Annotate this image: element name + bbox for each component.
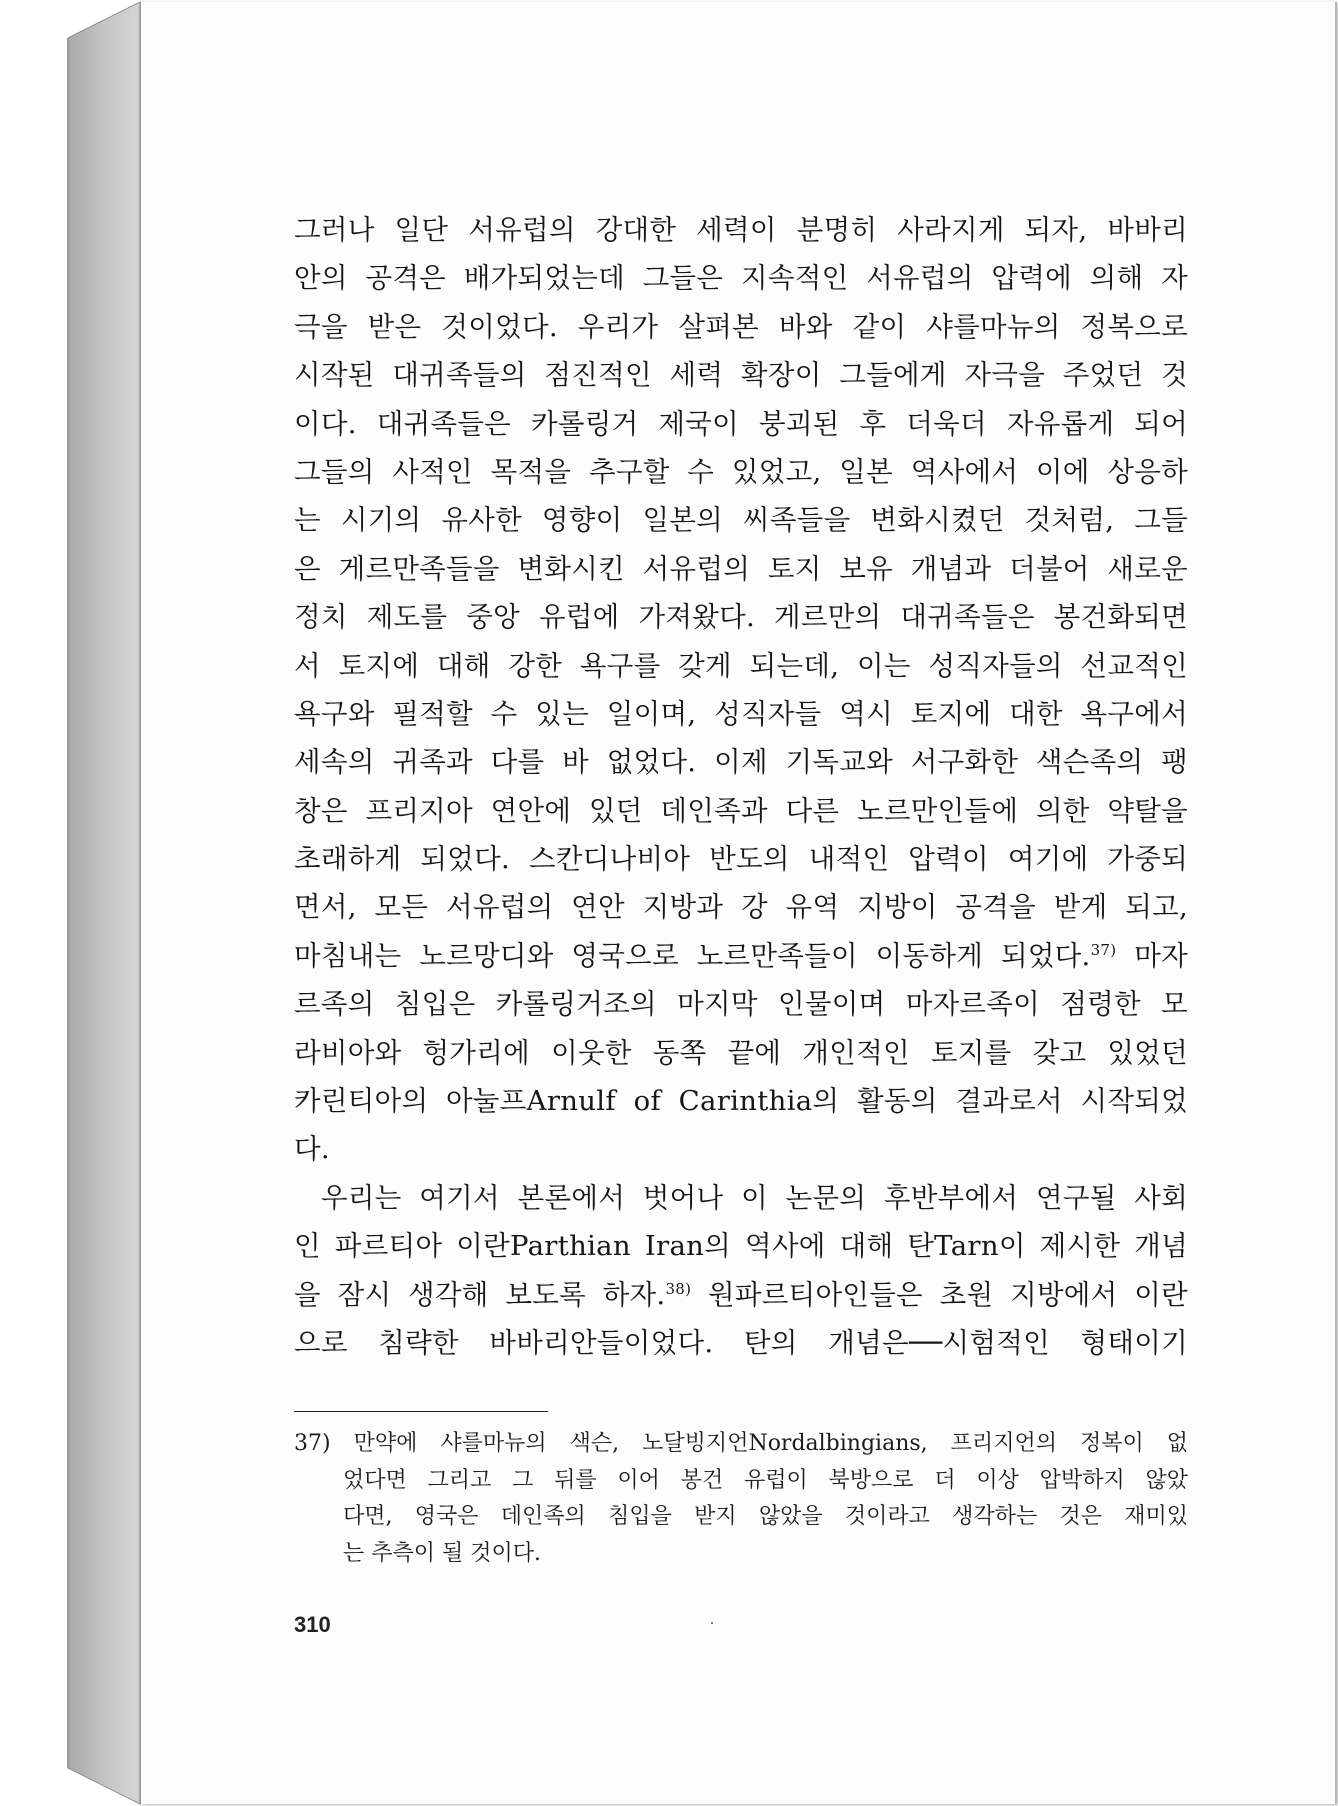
text-line: 는 시기의 유사한 영향이 일본의 씨족들을 변화시켰던 것처럼, 그들: [294, 504, 1188, 537]
text-line: 욕구와 필적할 수 있는 일이며, 성직자들 역시 토지에 대한 욕구에서: [294, 697, 1188, 730]
text-segment: 마침내는 노르망디와 영국으로 노르만족들이 이동하게 되었다.: [294, 939, 1091, 972]
text-line: 안의 공격은 배가되었는데 그들은 지속적인 서유럽의 압력에 의해 자: [294, 262, 1188, 295]
text-line: 세속의 귀족과 다를 바 없었다. 이제 기독교와 서구화한 색슨족의 팽: [294, 746, 1188, 779]
text-line-with-footnote-ref: [294, 1271, 1188, 1319]
footnote-line: 었다면 그리고 그 뒤를 이어 봉건 유럽이 북방으로 더 이상 압박하지 않았: [343, 1467, 1188, 1493]
text-segment: 을 잠시 생각해 보도록 하자.: [294, 1278, 666, 1311]
footnote-separator: [294, 1411, 548, 1412]
page-number: 310: [294, 1612, 331, 1637]
text-line: 라비아와 헝가리에 이웃한 동쪽 끝에 개인적인 토지를 갖고 있었던: [294, 1036, 1188, 1069]
text-line: 으로 침략한 바바리안들이었다. 탄의 개념은──시험적인 형태이기: [294, 1326, 1188, 1359]
body-text: [294, 206, 1188, 1367]
footnote-line: 다면, 영국은 데인족의 침입을 받지 않았을 것이라고 생각하는 것은 재미있: [343, 1504, 1188, 1529]
text-segment: 원파르티아인들은 초원 지방에서 이란: [691, 1278, 1188, 1311]
footnote-line: 37) 만약에 샤를마뉴의 색슨, 노달빙지언Nordalbingians, 프리지언의 정복이 없: [294, 1431, 1188, 1456]
text-line: 정치 제도를 중앙 유럽에 가져왔다. 게르만의 대귀족들은 봉건화되면: [294, 601, 1188, 634]
text-line: 서 토지에 대해 강한 욕구를 갖게 되는데, 이는 성직자들의 선교적인: [294, 649, 1188, 682]
text-line: 극을 받은 것이었다. 우리가 살펴본 바와 같이 샤를마뉴의 정복으로: [294, 310, 1188, 343]
text-line: 초래하게 되었다. 스칸디나비아 반도의 내적인 압력이 여기에 가중되: [294, 843, 1188, 876]
print-speck: [711, 1622, 713, 1624]
text-line: 면서, 모든 서유럽의 연안 지방과 강 유역 지방이 공격을 받게 되고,: [294, 891, 1188, 924]
footnote-ref-38[interactable]: 38): [665, 1279, 692, 1298]
text-line: 창은 프리지아 연안에 있던 데인족과 다른 노르만인들에 의한 약탈을: [294, 794, 1188, 827]
footnote-ref-37[interactable]: 37): [1090, 940, 1117, 959]
text-segment: 마자: [1116, 939, 1188, 972]
text-line: 르족의 침입은 카롤링거조의 마지막 인물이며 마자르족이 점령한 모: [294, 988, 1188, 1021]
page-edge: [1335, 2, 1337, 1804]
text-line: 카린티아의 아눌프Arnulf of Carinthia의 활동의 결과로서 시작되었: [294, 1085, 1188, 1118]
text-line: 시작된 대귀족들의 점진적인 세력 확장이 그들에게 자극을 주었던 것: [294, 359, 1188, 392]
text-line: 그들의 사적인 목적을 추구할 수 있었고, 일본 역사에서 이에 상응하: [294, 455, 1188, 488]
text-line-with-footnote-ref: [294, 932, 1188, 980]
text-line: 인 파르티아 이란Parthian Iran의 역사에 대해 탄Tarn이 제시한 개념: [294, 1230, 1188, 1263]
text-line: 은 게르만족들을 변화시킨 서유럽의 토지 보유 개념과 더불어 새로운: [294, 552, 1188, 585]
paragraph-start-line: 우리는 여기서 본론에서 벗어나 이 논문의 후반부에서 연구될 사회: [321, 1181, 1188, 1214]
footnote-line: 는 추측이 될 것이다.: [343, 1540, 541, 1566]
text-line: 이다. 대귀족들은 카롤링거 제국이 붕괴된 후 더욱더 자유롭게 되어: [294, 407, 1188, 440]
text-line: 다.: [294, 1133, 330, 1166]
footnote-37: [294, 1426, 1188, 1572]
text-line: 그러나 일단 서유럽의 강대한 세력이 분명히 사라지게 되자, 바바리: [294, 214, 1188, 246]
